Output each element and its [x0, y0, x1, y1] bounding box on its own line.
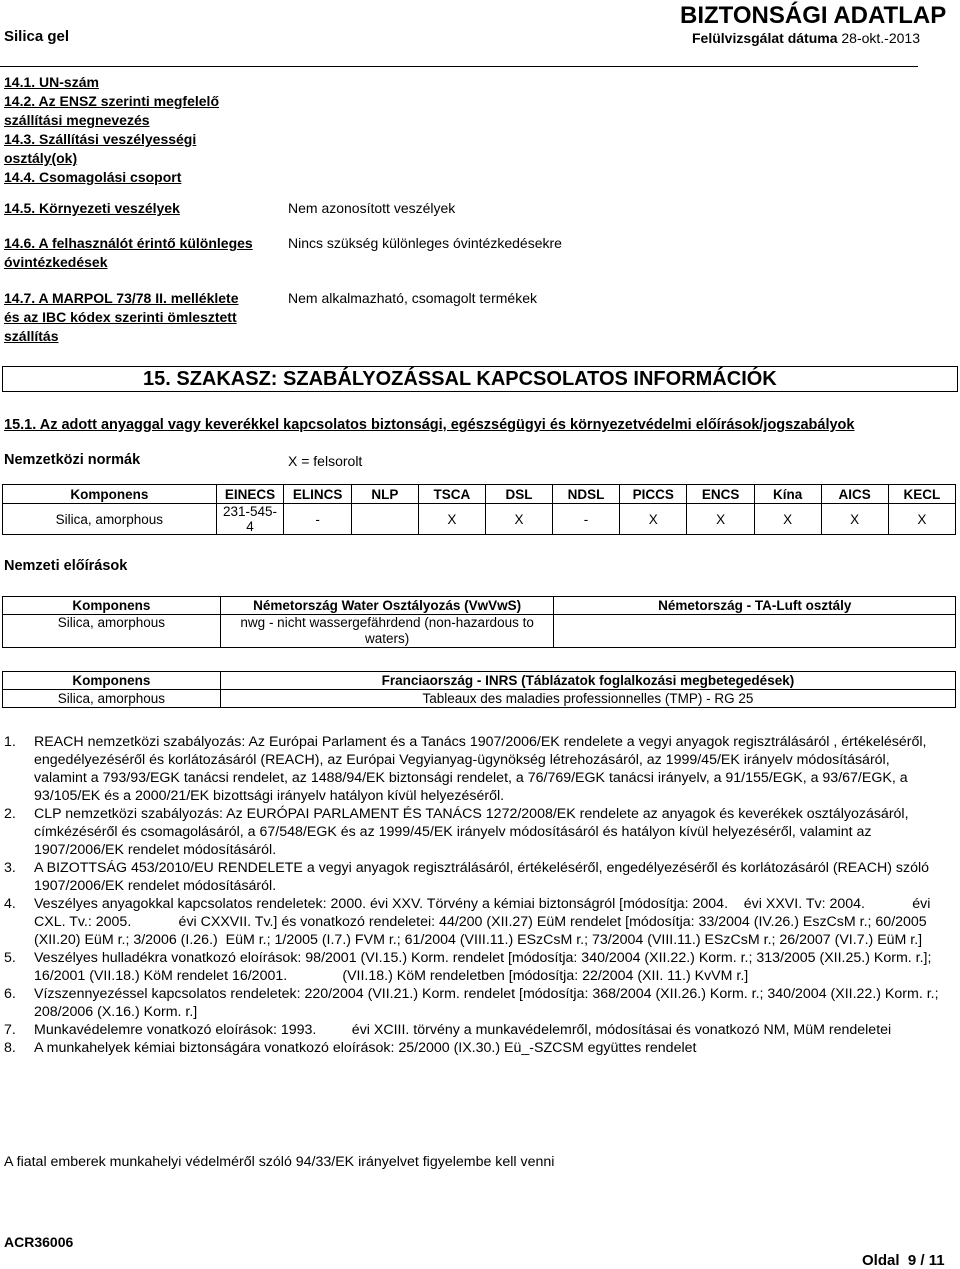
column-header: PICCS: [620, 485, 687, 504]
table-cell: X: [486, 504, 553, 535]
table-cell: -: [284, 504, 352, 535]
note-text: Veszélyes hulladékra vonatkozó eloírások: 98/2001 (VI.15.) Korm. rendelet [módosítja: 340/2004 (XII.22.) Korm. r.; 313/2005 (XII.25.) Korm. r.]; 16/2001 (VII.18.) KöM rendelet 16/2001. (VII.18.) KöM rendeletben [módosítja: 22/2004 (XII. 11.) KvVM r.]: [34, 950, 936, 984]
table-header-row: [3, 672, 956, 690]
document-title: BIZTONSÁGI ADATLAP: [680, 2, 947, 29]
table-cell: [554, 615, 956, 648]
page-number: [862, 1252, 945, 1269]
hazard-class-label-2: osztály(ok): [4, 150, 78, 166]
un-number-label: 14.1. UN-szám: [4, 74, 99, 90]
column-header: Németország - TA-Luft osztály: [554, 597, 956, 615]
table-cell: X: [821, 504, 888, 535]
page-value: 9 / 11: [907, 1252, 945, 1269]
special-precautions-label-2: óvintézkedések: [4, 254, 108, 270]
column-header: KECL: [888, 485, 955, 504]
table-cell: X: [687, 504, 754, 535]
revision-date-line: [692, 30, 920, 46]
list-item: [4, 805, 944, 859]
table-row: [3, 690, 956, 708]
column-header: NLP: [351, 485, 418, 504]
germany-classification-table: [2, 596, 956, 648]
table-cell: -: [552, 504, 619, 535]
note-text: Munkavédelemre vonatkozó eloírások: 1993. évi XCIII. törvény a munkavédelemről, módosításai és vonatkozó NM, MüM rendeletei: [34, 1022, 892, 1038]
note-text: A BIZOTTSÁG 453/2010/EU RENDELETE a vegyi anyagok regisztrálásáról, értékeléséről, engedélyezéséről és korlátozásáról (REACH) szóló 1907/2006/EK rendelet módosításáról.: [34, 860, 929, 894]
table-cell: Silica, amorphous: [3, 690, 221, 708]
column-header: NDSL: [552, 485, 619, 504]
international-legend: X = felsorolt: [288, 453, 363, 469]
packing-group-label: 14.4. Csomagolási csoport: [4, 169, 182, 185]
list-item: [4, 985, 944, 1021]
column-header: ENCS: [687, 485, 754, 504]
env-hazards-label: 14.5. Környezeti veszélyek: [4, 200, 180, 216]
table-cell: 231-545-4: [216, 504, 284, 535]
regulation-notes-list: [4, 733, 944, 1057]
international-norms-label: Nemzetközi normák: [4, 452, 141, 468]
note-number: 5.: [4, 950, 16, 966]
note-text: CLP nemzetközi szabályozás: Az EURÓPAI PARLAMENT ÉS TANÁCS 1272/2008/EK rendelete az anyagok és keverékek osztályozásáról, címkézéséről és csomagolásáról, a 67/548/EGK és az 1999/45/EK irányelv módosításáról és hatályon kívül helyezéséről, valamint az 1907/2006/EK rendelet módosításáról.: [34, 806, 909, 858]
marpol-label-3: szállítás: [4, 328, 59, 344]
revision-label: Felülvizsgálat dátuma: [692, 30, 838, 46]
table-cell: Silica, amorphous: [3, 504, 217, 535]
revision-date: 28-okt.-2013: [841, 30, 920, 46]
list-item: [4, 949, 944, 985]
table-cell: X: [754, 504, 821, 535]
column-header: DSL: [486, 485, 553, 504]
shipping-name-label-1: 14.2. Az ENSZ szerinti megfelelő: [4, 93, 219, 109]
header-divider: [0, 66, 918, 67]
special-precautions-label-1: 14.6. A felhasználót érintő különleges: [4, 235, 253, 251]
table-cell: [351, 504, 418, 535]
table-row: [3, 615, 956, 648]
list-item: [4, 733, 944, 805]
section-15-title: 15. SZAKASZ: SZABÁLYOZÁSSAL KAPCSOLATOS INFORMÁCIÓK: [143, 368, 777, 390]
document-code: ACR36006: [4, 1234, 74, 1250]
note-number: 8.: [4, 1040, 16, 1056]
table-cell: Silica, amorphous: [3, 615, 221, 648]
env-hazards-value: Nem azonosított veszélyek: [288, 200, 456, 216]
column-header: Komponens: [3, 485, 217, 504]
column-header: Franciaország - INRS (Táblázatok foglalkozási megbetegedések): [220, 672, 955, 690]
table-header-row: [3, 485, 956, 504]
marpol-label-1: 14.7. A MARPOL 73/78 II. melléklete: [4, 290, 239, 306]
national-regulations-label: Nemzeti előírások: [4, 558, 128, 574]
france-inrs-table: [2, 671, 956, 708]
list-item: [4, 859, 944, 895]
column-header: Kína: [754, 485, 821, 504]
column-header: TSCA: [418, 485, 485, 504]
table-cell: X: [620, 504, 687, 535]
note-text: Vízszennyezéssel kapcsolatos rendeletek: 220/2004 (VII.21.) Korm. rendelet [módosítja: 368/2004 (XII.26.) Korm. r.; 340/2004 (XII.22.) Korm. r.; 208/2006 (X.16.) Korm. r.]: [34, 986, 939, 1020]
table-cell: X: [888, 504, 955, 535]
table-cell: X: [418, 504, 485, 535]
list-item: [4, 1021, 944, 1039]
table-header-row: [3, 597, 956, 615]
marpol-label-2: és az IBC kódex szerinti ömlesztett: [4, 309, 237, 325]
note-number: 4.: [4, 896, 16, 912]
page-label: Oldal: [862, 1252, 900, 1269]
note-number: 2.: [4, 806, 16, 822]
special-precautions-value: Nincs szükség különleges óvintézkedésekre: [288, 235, 562, 251]
hazard-class-label-1: 14.3. Szállítási veszélyességi: [4, 131, 197, 147]
international-inventory-table: [2, 484, 956, 535]
note-text: A munkahelyek kémiai biztonságára vonatkozó eloírások: 25/2000 (IX.30.) Eü_-SZCSM együttes rendelet: [34, 1040, 697, 1056]
table-cell: nwg - nicht wassergefährdend (non-hazardous to waters): [220, 615, 554, 648]
section-15-header: [2, 366, 958, 392]
product-name: Silica gel: [4, 28, 70, 45]
column-header: ELINCS: [284, 485, 352, 504]
note-number: 1.: [4, 734, 16, 750]
list-item: [4, 1039, 944, 1057]
marpol-value: Nem alkalmazható, csomagolt termékek: [288, 290, 537, 306]
note-text: Veszélyes anyagokkal kapcsolatos rendeletek: 2000. évi XXV. Törvény a kémiai biztonságról [módosítja: 2004. évi XXVI. Tv: 2004. évi CXL. Tv.: 2005. évi CXXVII. Tv.] és vonatkozó rendeletei: 44/200 (XII.27) EüM rendelet [módosítja: 33/2004 (IV.26.) EszCsM r.; 60/2005 (XII.20) EüM r.; 3/2006 (I.26.) EüM r.; 1/2005 (I.7.) FVM r.; 61/2004 (VIII.11.) ESzCsM r.; 73/2004 (VIII.11.) ESzCsM r.; 26/2007 (VI.7.) EüM r.]: [34, 896, 935, 948]
column-header: EINECS: [216, 485, 284, 504]
table-cell: Tableaux des maladies professionnelles (TMP) - RG 25: [220, 690, 955, 708]
column-header: Komponens: [3, 672, 221, 690]
section-15-1-title: 15.1. Az adott anyaggal vagy keverékkel kapcsolatos biztonsági, egészségügyi és környezetvédelmi előírások/jogszabályok: [4, 417, 855, 433]
youth-protection-note: A fiatal emberek munkahelyi védelméről szóló 94/33/EK irányelvet figyelembe kell venni: [4, 1154, 555, 1170]
note-number: 3.: [4, 860, 16, 876]
column-header: Németország Water Osztályozás (VwVwS): [220, 597, 554, 615]
note-number: 6.: [4, 986, 16, 1002]
list-item: [4, 895, 944, 949]
note-number: 7.: [4, 1022, 16, 1038]
shipping-name-label-2: szállítási megnevezés: [4, 112, 150, 128]
column-header: AICS: [821, 485, 888, 504]
table-row: [3, 504, 956, 535]
column-header: Komponens: [3, 597, 221, 615]
note-text: REACH nemzetközi szabályozás: Az Európai Parlament és a Tanács 1907/2006/EK rendelete a vegyi anyagok regisztrálásáról , értékeléséről, engedélyezéséről és korlátozásáról (REACH), az Európai Vegyianyag-ügynökség létrehozásáról, az 1999/45/EK irányelv módosításáról, valamint a 793/93/EGK tanácsi rendelet, az 1488/94/EK biztonsági rendelet, a 76/769/EGK tanácsi irányelv, a 91/155/EGK, a 93/67/EGK, a 93/105/EK és a 2000/21/EK bizottsági irányelv hatályon kívül helyezéséről.: [34, 734, 927, 804]
